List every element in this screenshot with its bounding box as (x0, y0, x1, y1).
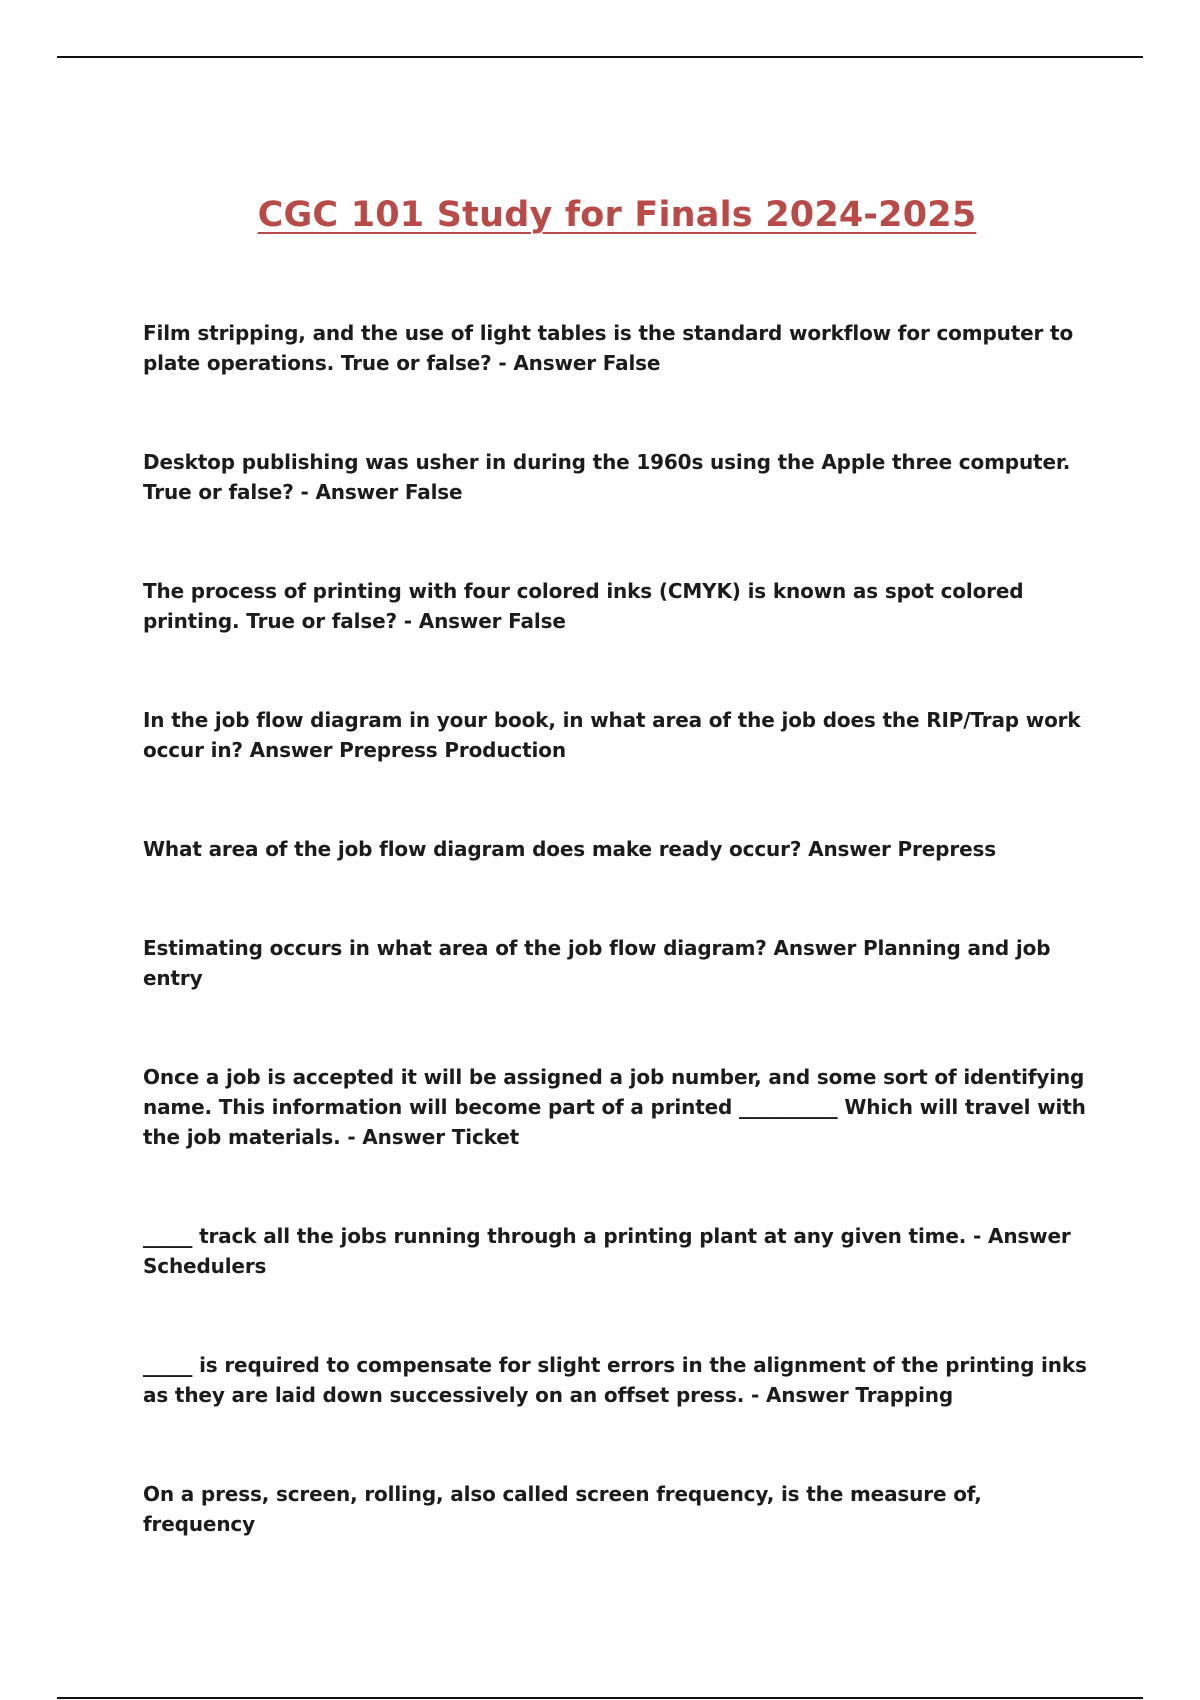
top-divider (57, 56, 1143, 58)
qa-item: _____ is required to compensate for slight errors in the alignment of the printing inks as they are laid down successively on an offset press. - Answer Trapping (143, 1353, 1087, 1407)
document-title: CGC 101 Study for Finals 2024-2025 (257, 195, 977, 235)
qa-item: Estimating occurs in what area of the job flow diagram? Answer Planning and job entry (143, 936, 1051, 990)
qa-item: Desktop publishing was usher in during the 1960s using the Apple three computer. True or false? - Answer False (143, 450, 1071, 504)
qa-item: The process of printing with four colored inks (CMYK) is known as spot colored printing. True or false? - Answer False (143, 579, 1024, 633)
qa-item: On a press, screen, rolling, also called screen frequency, is the measure of, frequency (143, 1482, 982, 1536)
qa-item: Film stripping, and the use of light tables is the standard workflow for computer to plate operations. True or false? - Answer False (143, 321, 1074, 375)
qa-item: What area of the job flow diagram does make ready occur? Answer Prepress (143, 837, 996, 861)
qa-item: In the job flow diagram in your book, in what area of the job does the RIP/Trap work occur in? Answer Prepress Production (143, 708, 1081, 762)
bottom-divider (57, 1697, 1143, 1699)
qa-list (143, 318, 1093, 1539)
qa-item: Once a job is accepted it will be assigned a job number, and some sort of identifying name. This information will become part of a printed __________ Which will travel with the job materials. - Answer Ticket (143, 1065, 1086, 1149)
qa-item: _____ track all the jobs running through a printing plant at any given time. - Answer Schedulers (143, 1224, 1071, 1278)
